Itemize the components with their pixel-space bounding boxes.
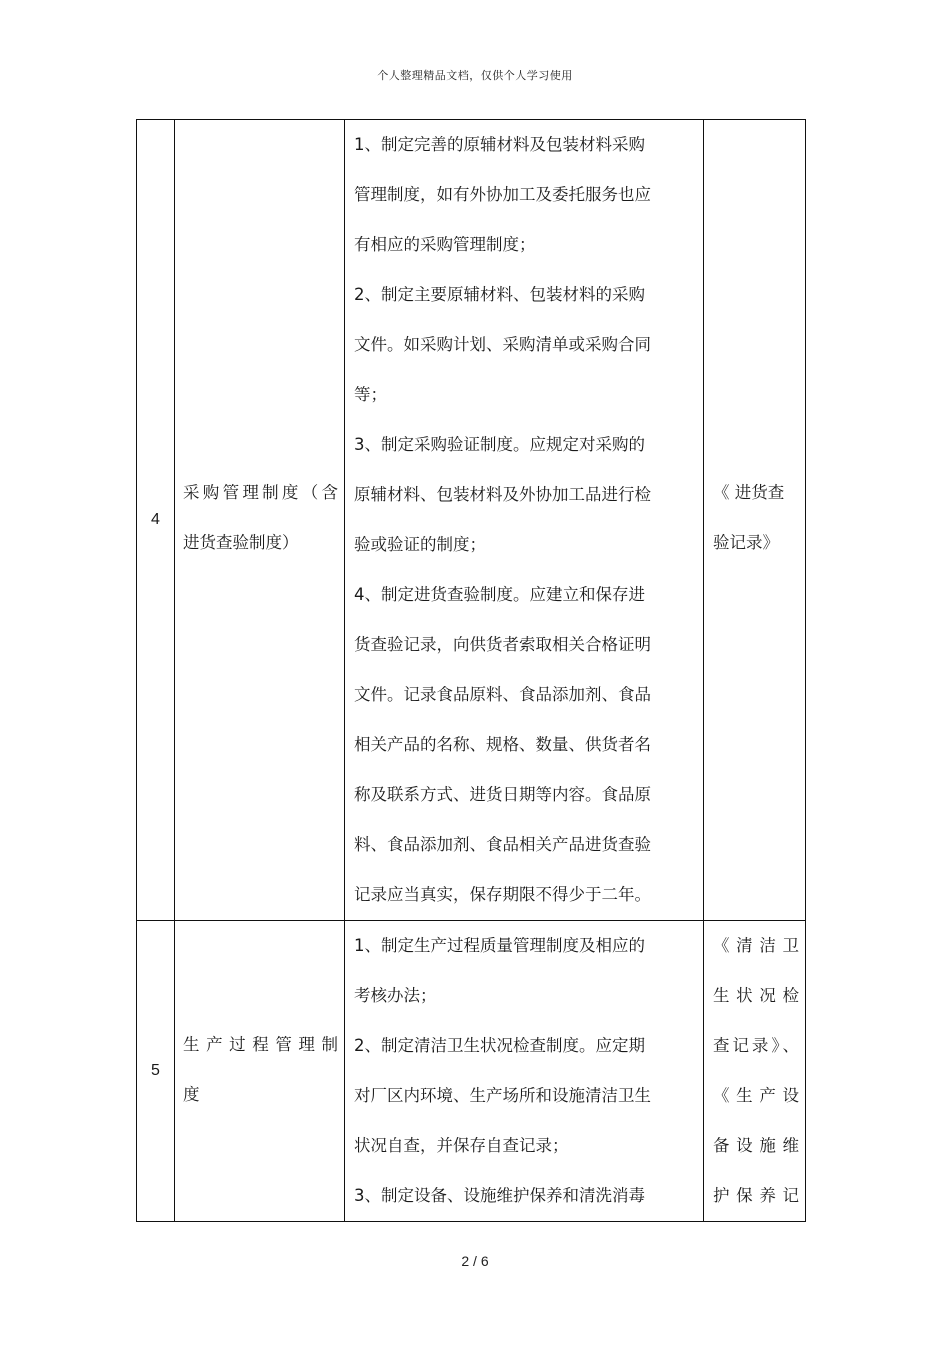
content-line: 4、制定进货查验制度。应建立和保存进: [354, 585, 645, 604]
content-line: 2、制定主要原辅材料、包装材料的采购: [354, 285, 645, 304]
content-line: 货查验记录，向供货者索取相关合格证明: [354, 635, 651, 654]
regulation-content-cell: [345, 921, 704, 1222]
regulation-name-line: 生产过程管理制: [183, 1035, 338, 1054]
record-line: 生状况检: [713, 986, 799, 1005]
page-number: 2 / 6: [461, 1253, 489, 1269]
row-number-text: 4: [151, 511, 160, 528]
content-line: 料、食品添加剂、食品相关产品进货查验: [354, 835, 651, 854]
record-line: 《清洁卫: [713, 936, 799, 955]
row-number-text: 5: [151, 1062, 160, 1079]
content-line: 原辅材料、包装材料及外协加工品进行检: [354, 485, 651, 504]
regulation-name-line: 采购管理制度（含: [183, 483, 338, 502]
record-line: 备设施维: [713, 1136, 799, 1155]
content-line: 文件。如采购计划、采购清单或采购合同: [354, 335, 651, 354]
regulation-name-line: 度: [183, 1085, 200, 1104]
content-line: 等；: [354, 385, 387, 404]
content-line: 有相应的采购管理制度；: [354, 235, 536, 254]
regulation-name-cell: [175, 921, 345, 1222]
record-line: 护保养记: [713, 1186, 799, 1205]
table-row: [137, 120, 806, 921]
record-cell: [704, 120, 806, 921]
record-line: 查记录》、: [713, 1036, 799, 1055]
record-line: 《 进货查: [713, 483, 785, 502]
regulation-table: [136, 119, 806, 1222]
content-line: 对厂区内环境、生产场所和设施清洁卫生: [354, 1086, 651, 1105]
content-line: 文件。记录食品原料、食品添加剂、食品: [354, 685, 651, 704]
content-line: 1、制定完善的原辅材料及包装材料采购: [354, 135, 645, 154]
regulation-content-cell: [345, 120, 704, 921]
record-line: 《生产设: [713, 1086, 799, 1105]
content-line: 状况自查，并保存自查记录；: [354, 1136, 569, 1155]
content-line: 验或验证的制度；: [354, 535, 486, 554]
row-number: [137, 921, 175, 1222]
content-line: 考核办法；: [354, 986, 437, 1005]
content-line: 3、制定设备、设施维护保养和清洗消毒: [354, 1186, 645, 1205]
content-line: 2、制定清洁卫生状况检查制度。应定期: [354, 1036, 645, 1055]
content-line: 3、制定采购验证制度。应规定对采购的: [354, 435, 645, 454]
regulation-name-cell: [175, 120, 345, 921]
regulation-name-line: 进货查验制度）: [183, 533, 299, 552]
content-line: 相关产品的名称、规格、数量、供货者名: [354, 735, 651, 754]
table-row: [137, 921, 806, 1222]
page-header: 个人整理精品文档，仅供个人学习使用: [377, 69, 573, 82]
row-number: [137, 120, 175, 921]
content-line: 管理制度，如有外协加工及委托服务也应: [354, 185, 651, 204]
content-line: 1、制定生产过程质量管理制度及相应的: [354, 936, 645, 955]
record-line: 验记录》: [713, 533, 779, 552]
content-line: 称及联系方式、进货日期等内容。食品原: [354, 785, 651, 804]
record-cell: [704, 921, 806, 1222]
content-line: 记录应当真实，保存期限不得少于二年。: [354, 885, 651, 904]
